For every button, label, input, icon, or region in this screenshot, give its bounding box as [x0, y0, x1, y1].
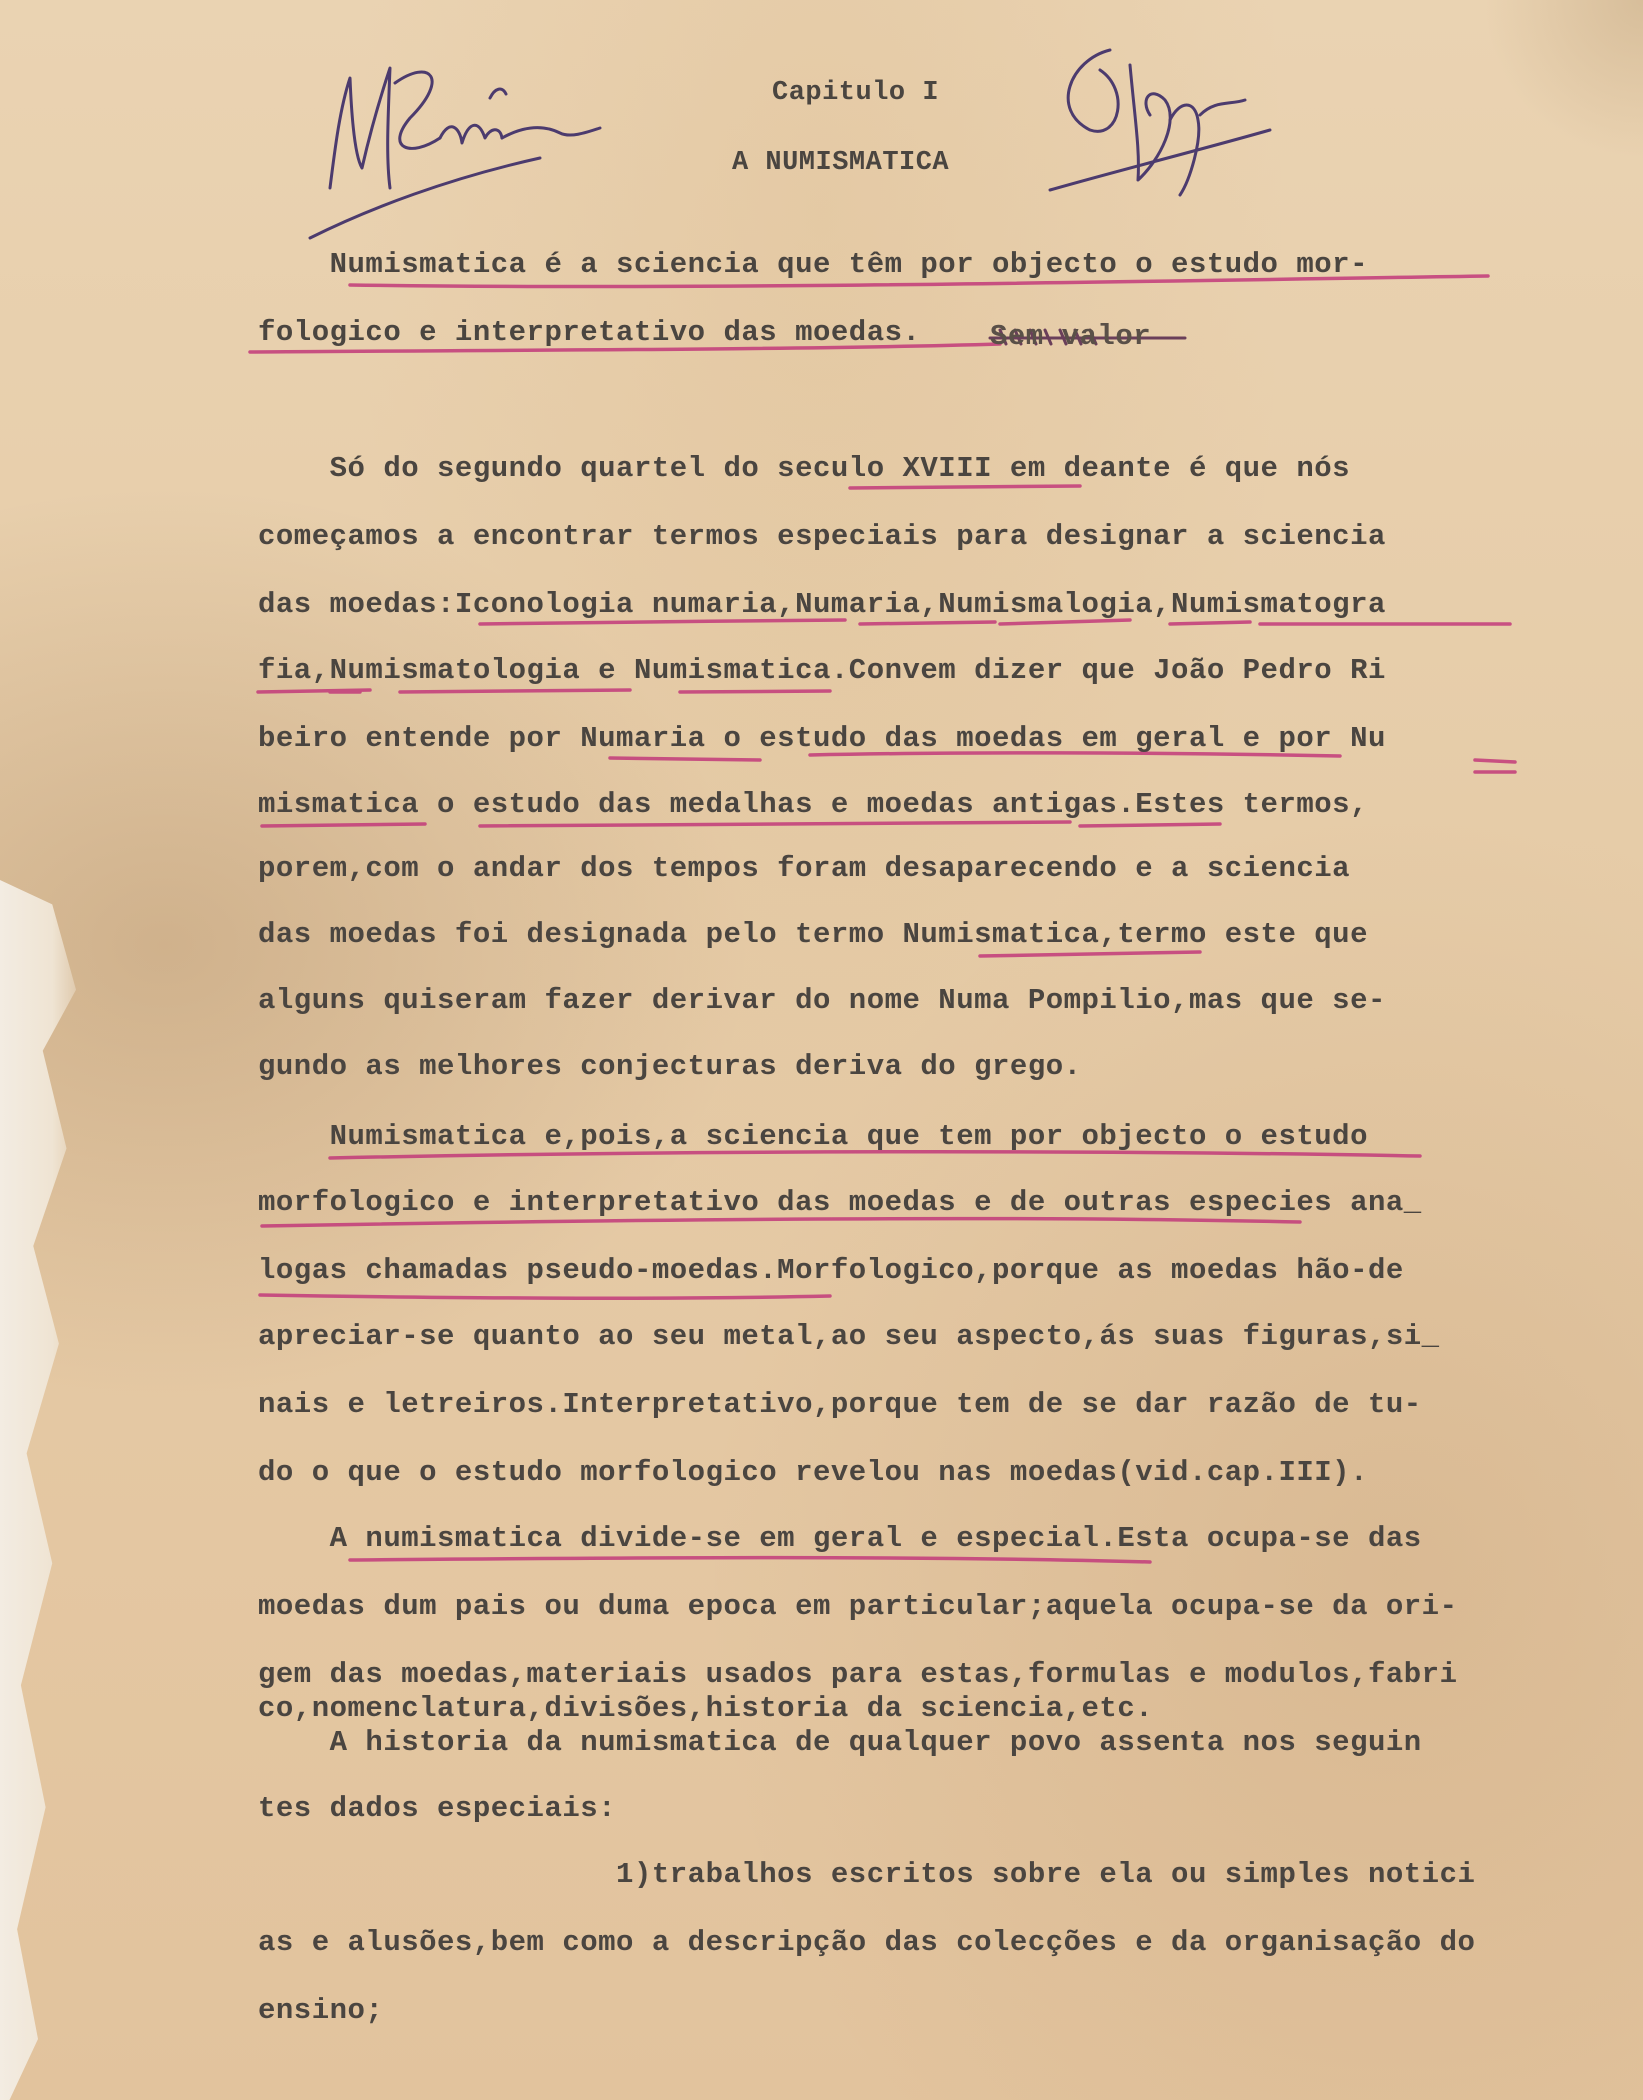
text-line: gundo as melhores conjecturas deriva do grego.	[258, 1050, 1082, 1083]
text-line: apreciar-se quanto ao seu metal,ao seu aspecto,ás suas figuras,si_	[258, 1320, 1440, 1353]
text-line: porem,com o andar dos tempos foram desaparecendo e a sciencia	[258, 852, 1351, 885]
text-line: do o que o estudo morfologico revelou nas moedas(vid.cap.III).	[258, 1456, 1368, 1489]
text-line: beiro entende por Numaria o estudo das moedas em geral e por Nu	[258, 722, 1386, 755]
text-line: A historia da numismatica de qualquer povo assenta nos seguin	[258, 1726, 1422, 1759]
chapter-title: A NUMISMATICA	[732, 148, 950, 178]
text-line: Só do segundo quartel do seculo XVIII em deante é que nós	[258, 452, 1351, 485]
text-line: logas chamadas pseudo-moedas.Morfologico,porque as moedas hão-de	[258, 1254, 1404, 1287]
text-line: das moedas foi designada pelo termo Numismatica,termo este que	[258, 918, 1368, 951]
text-line: começamos a encontrar termos especiais para designar a sciencia	[258, 520, 1386, 553]
chapter-heading: Capitulo I	[772, 78, 940, 108]
text-line: fia,Numismatologia e Numismatica.Convem dizer que João Pedro Ri	[258, 654, 1386, 687]
text-line: nais e letreiros.Interpretativo,porque tem de se dar razão de tu-	[258, 1388, 1422, 1421]
text-line: 1)trabalhos escritos sobre ela ou simples notici	[258, 1858, 1476, 1891]
text-line: A numismatica divide-se em geral e especial.Esta ocupa-se das	[258, 1522, 1422, 1555]
text-line: fologico e interpretativo das moedas.	[258, 316, 921, 349]
text-line: mismatica o estudo das medalhas e moedas antigas.Estes termos,	[258, 788, 1368, 821]
text-line: Numismatica e,pois,a sciencia que tem por objecto o estudo	[258, 1120, 1368, 1153]
text-line: moedas dum pais ou duma epoca em particular;aquela ocupa-se da ori-	[258, 1590, 1458, 1623]
text-line: co,nomenclatura,divisões,historia da sciencia,etc.	[258, 1692, 1154, 1725]
text-line: ensino;	[258, 1994, 384, 2027]
text-line: as e alusões,bem como a descripção das colecções e da organisação do	[258, 1926, 1476, 1959]
text-line: Numismatica é a sciencia que têm por objecto o estudo mor-	[258, 248, 1368, 281]
text-line: tes dados especiais:	[258, 1792, 617, 1825]
text-line: morfologico e interpretativo das moedas e de outras especies ana_	[258, 1186, 1422, 1219]
text-line: alguns quiseram fazer derivar do nome Numa Pompilio,mas que se-	[258, 984, 1386, 1017]
crossed-out-text: Sem valor	[990, 320, 1152, 353]
text-line: das moedas:Iconologia numaria,Numaria,Numismalogia,Numismatogra	[258, 588, 1386, 621]
text-line: gem das moedas,materiais usados para estas,formulas e modulos,fabri	[258, 1658, 1458, 1691]
